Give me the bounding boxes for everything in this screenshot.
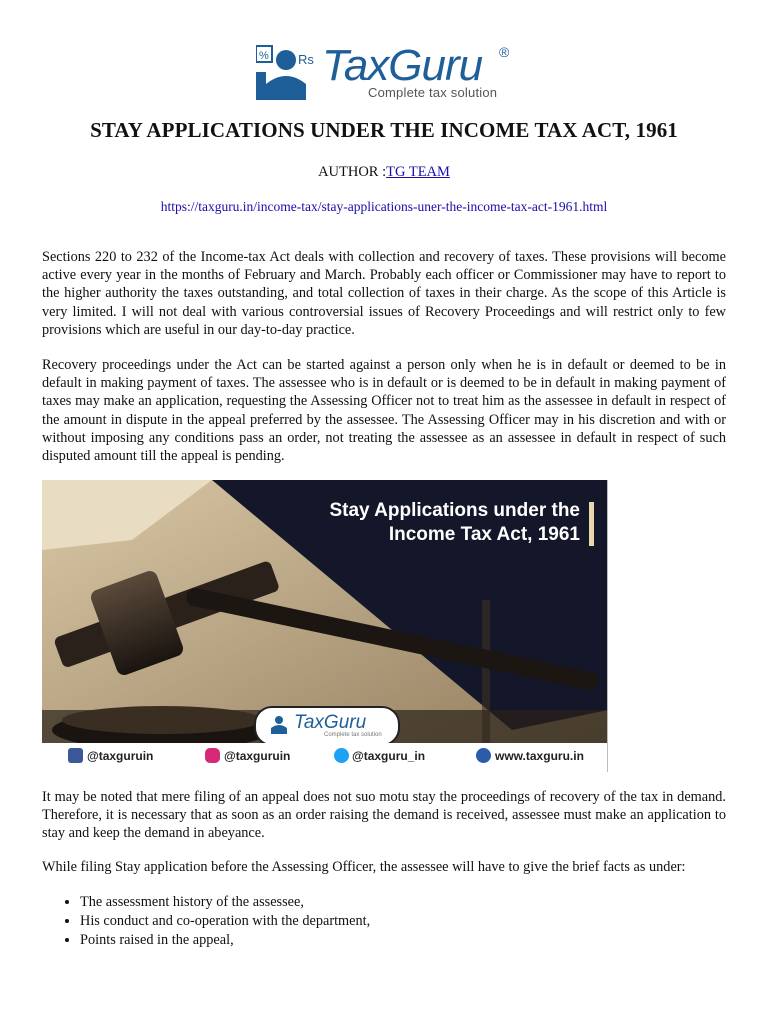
twitter-icon bbox=[334, 748, 349, 763]
logo-tagline: Complete tax solution bbox=[368, 85, 498, 100]
facts-list bbox=[62, 893, 370, 950]
author-line bbox=[0, 164, 768, 181]
logo-registered-mark: ® bbox=[499, 44, 510, 60]
list-item: • Points raised in the appeal, bbox=[80, 931, 370, 950]
globe-icon bbox=[476, 748, 491, 763]
paragraph-2: Recovery proceedings under the Act can be started against a person only when he is in default or deemed to be in default in making payment of taxes. The assessee who is in default or is deemed to be in default in making payment of taxes may make an application, requesting the Assessing Officer not to treat him as the assessee in default in respect of the amount in dispute in the appeal preferred by the assessee. The Assessing Officer may in his discretion and with or without imposing any conditions pass an order, not treating the assessee as an assessee in default in respect of such disputed amount till the appeal is pending. bbox=[42, 357, 726, 465]
paragraph-1: Sections 220 to 232 of the Income-tax Act deals with collection and recovery of taxes. These provisions will become active every year in the months of February and March. Probably each officer or Commissioner may have to report to the higher authority the taxes outstanding, and total collection of taxes in their charge. As the scope of this Article is very limited. I will not deal with various controversial issues of Recovery Proceedings and will restrict only to few provisions which are useful in our day-to-day practice. bbox=[42, 249, 726, 338]
banner-title-line-1: Stay Applications under the bbox=[329, 500, 580, 521]
instagram-handle: @taxguruin bbox=[224, 749, 291, 763]
document-title: STAY APPLICATIONS UNDER THE INCOME TAX ACT, 1961 bbox=[90, 118, 678, 142]
taxguru-logo-icon bbox=[256, 42, 318, 100]
list-item: • His conduct and co-operation with the department, bbox=[80, 912, 370, 931]
paragraph-4: While filing Stay application before the Assessing Officer, the assessee will have to give the brief facts as under: bbox=[42, 859, 686, 875]
banner-logo-tagline: Complete tax solution bbox=[324, 732, 382, 738]
banner-logo-brand: TaxGuru bbox=[294, 712, 367, 733]
banner-title-line-2: Income Tax Act, 1961 bbox=[388, 524, 580, 545]
facebook-handle: @taxguruin bbox=[87, 749, 154, 763]
article-banner-image bbox=[42, 480, 608, 771]
svg-text:Rs: Rs bbox=[298, 52, 314, 67]
twitter-handle: @taxguru_in bbox=[352, 749, 426, 763]
svg-text:%: % bbox=[259, 50, 269, 62]
banner-logo-icon bbox=[268, 714, 290, 734]
facebook-icon bbox=[68, 748, 83, 763]
author-label: AUTHOR : bbox=[318, 164, 387, 180]
banner-social-bar bbox=[42, 743, 608, 771]
article-url-link[interactable]: https://taxguru.in/income-tax/stay-applications-uner-the-income-tax-act-1961.html bbox=[160, 199, 608, 214]
banner-accent-bar bbox=[589, 502, 594, 546]
taxguru-logo bbox=[256, 42, 516, 102]
banner-edge-line bbox=[607, 480, 608, 772]
author-link[interactable]: TG TEAM bbox=[386, 164, 450, 180]
instagram-icon bbox=[205, 748, 220, 763]
logo-brand-text: TaxGuru bbox=[322, 41, 483, 90]
list-item: • The assessment history of the assessee, bbox=[80, 893, 370, 912]
paragraph-3: It may be noted that mere filing of an appeal does not suo motu stay the proceedings of recovery of the tax in demand. Therefore, it is necessary that as soon as an order raising the demand is received, assessee must make an application to stay and keep the demand in abeyance. bbox=[42, 789, 726, 842]
website-handle: www.taxguru.in bbox=[495, 749, 584, 763]
